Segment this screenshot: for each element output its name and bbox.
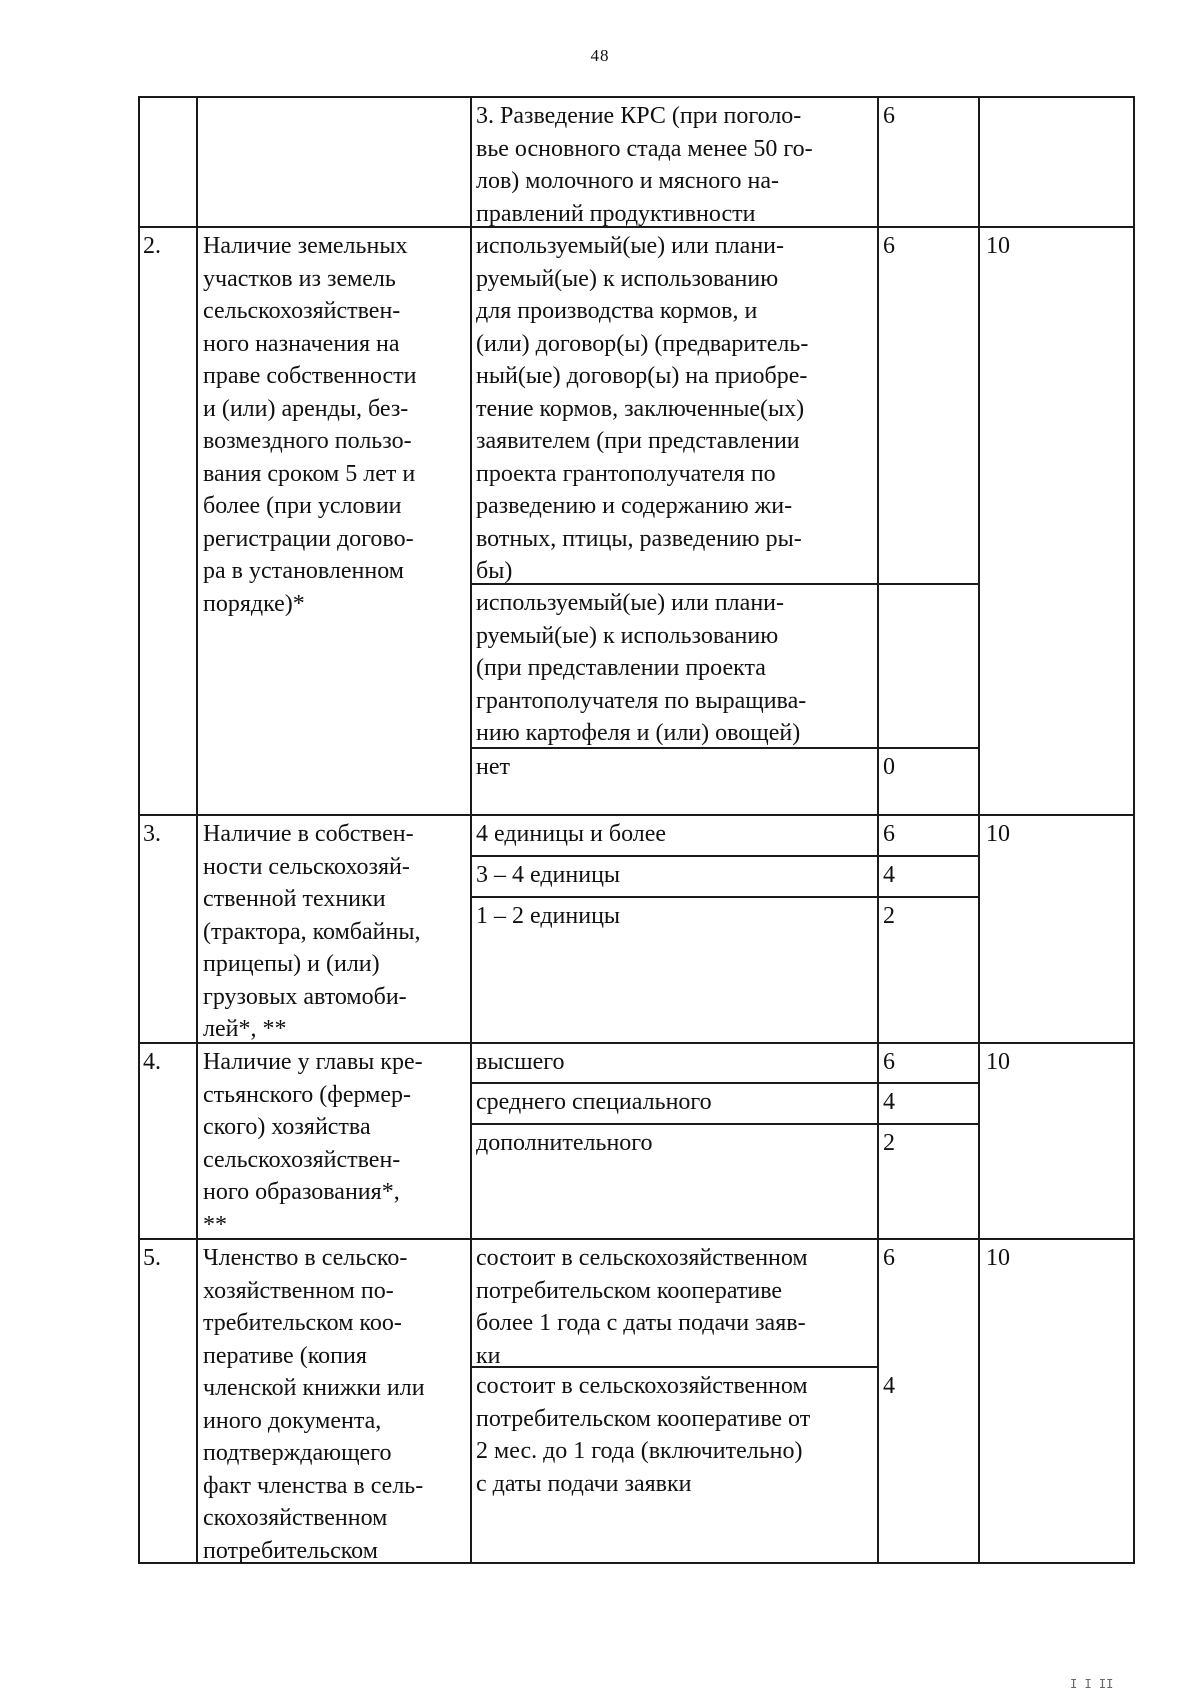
option-text: с даты подачи заявки [476, 1470, 692, 1497]
option-text: 3. Разведение КРС (при поголо- [476, 103, 802, 129]
option-divider [470, 1366, 879, 1368]
row-number: 3. [143, 821, 161, 847]
criterion-text: возмездного пользо- [203, 428, 412, 454]
criterion-text: регистрации догово- [203, 525, 414, 552]
option-divider [470, 1123, 980, 1125]
column-border [196, 96, 198, 1564]
criterion-text: (трактора, комбайны, [203, 918, 421, 945]
criterion-text: перативе (копия [203, 1342, 367, 1369]
column-border [1133, 96, 1135, 1564]
option-score: 6 [883, 103, 895, 129]
option-text: лов) молочного и мясного на- [476, 168, 779, 194]
row-border [138, 96, 1135, 98]
column-border [978, 96, 980, 1564]
criterion-text: прицепы) и (или) [203, 951, 380, 977]
option-divider [470, 896, 980, 898]
option-text: 2 мес. до 1 года (включительно) [476, 1438, 803, 1464]
criterion-text: лей*, ** [203, 1016, 287, 1042]
row-number: 2. [143, 233, 161, 259]
option-text: потребительском кооперативе [476, 1277, 783, 1304]
row-border [138, 1042, 1135, 1044]
option-text: состоит в сельскохозяйственном [476, 1245, 808, 1271]
option-score: 6 [883, 233, 895, 259]
option-divider [470, 855, 980, 857]
option-text: среднего специального [476, 1089, 712, 1115]
criterion-text: ра в установленном [203, 558, 404, 584]
option-text: вье основного стада менее 50 го- [476, 135, 813, 162]
criterion-text: подтверждающего [203, 1440, 392, 1466]
row-border [138, 814, 1135, 816]
option-text: вотных, птицы, разведению ры- [476, 525, 802, 552]
option-text: руемый(ые) к использованию [476, 265, 779, 292]
criterion-text: Наличие земельных [203, 233, 408, 259]
option-text: грантополучателя по выращива- [476, 687, 807, 714]
criterion-text: ного назначения на [203, 330, 400, 357]
option-text: используемый(ые) или плани- [476, 590, 784, 616]
option-text: ки [476, 1342, 501, 1369]
option-text: ный(ые) договор(ы) на приобре- [476, 363, 808, 389]
max-score: 10 [986, 821, 1010, 847]
option-score: 0 [883, 754, 895, 780]
footer-mark: I I II [1070, 1677, 1114, 1691]
criterion-text: грузовых автомоби- [203, 983, 407, 1010]
criterion-text: ** [203, 1211, 227, 1238]
option-text: нию картофеля и (или) овощей) [476, 720, 801, 746]
option-text: проекта грантополучателя по [476, 460, 776, 487]
criterion-text: хозяйственном по- [203, 1277, 394, 1304]
row-number: 5. [143, 1245, 161, 1271]
max-score: 10 [986, 1245, 1010, 1271]
column-border [877, 96, 879, 1564]
page-number: 48 [590, 46, 610, 65]
option-text: 3 – 4 единицы [476, 862, 621, 888]
criterion-text: вания сроком 5 лет и [203, 460, 416, 487]
option-text: используемый(ые) или плани- [476, 233, 784, 259]
criterion-text: сельскохозяйствен- [203, 298, 401, 324]
option-score: 4 [883, 1373, 895, 1399]
option-divider [470, 1082, 980, 1084]
criterion-text: Членство в сельско- [203, 1245, 408, 1271]
option-score: 2 [883, 903, 895, 929]
option-score: 2 [883, 1130, 895, 1156]
option-text: руемый(ые) к использованию [476, 622, 779, 649]
criterion-text: стьянского (фермер- [203, 1081, 411, 1108]
option-text: дополнительного [476, 1130, 653, 1156]
criterion-text: участков из земель [203, 265, 396, 292]
option-score: 4 [883, 1089, 895, 1115]
criterion-text: факт членства в сель- [203, 1472, 424, 1499]
option-text: для производства кормов, и [476, 298, 758, 324]
option-score: 6 [883, 1245, 895, 1271]
criterion-text: и (или) аренды, без- [203, 395, 409, 422]
criterion-text: потребительском [203, 1537, 378, 1564]
criterion-text: ного образования*, [203, 1179, 400, 1205]
criterion-text: Наличие в собствен- [203, 821, 414, 847]
option-text: более 1 года с даты подачи заяв- [476, 1310, 806, 1336]
criterion-text: Наличие у главы кре- [203, 1049, 423, 1075]
option-text: тение кормов, заключенные(ых) [476, 395, 805, 422]
option-text: правлений продуктивности [476, 200, 756, 227]
option-text: потребительском кооперативе от [476, 1405, 811, 1432]
option-text: (или) договор(ы) (предваритель- [476, 330, 809, 357]
criterion-text: сельскохозяйствен- [203, 1146, 401, 1173]
row-border [138, 1238, 1135, 1240]
max-score: 10 [986, 1049, 1010, 1075]
column-border [138, 96, 140, 1564]
criterion-text: порядке)* [203, 590, 305, 617]
criterion-text: скохозяйственном [203, 1505, 388, 1531]
option-text: нет [476, 754, 510, 780]
option-score: 6 [883, 821, 895, 847]
option-text: заявителем (при представлении [476, 428, 800, 454]
option-text: (при представлении проекта [476, 655, 766, 681]
option-text: 1 – 2 единицы [476, 903, 621, 929]
criterion-text: праве собственности [203, 363, 417, 389]
criterion-text: ности сельскохозяй- [203, 853, 410, 880]
row-number: 4. [143, 1049, 161, 1075]
criterion-text: требительском коо- [203, 1310, 402, 1336]
option-divider [470, 583, 980, 585]
option-text: 4 единицы и более [476, 821, 667, 847]
option-score: 4 [883, 862, 895, 888]
criterion-text: ского) хозяйства [203, 1114, 371, 1140]
criterion-text: членской книжки или [203, 1375, 425, 1401]
criterion-text: более (при условии [203, 493, 402, 519]
column-border [470, 96, 472, 1564]
criterion-text: ственной техники [203, 886, 386, 912]
max-score: 10 [986, 233, 1010, 259]
option-text: высшего [476, 1049, 565, 1075]
criterion-text: иного документа, [203, 1407, 382, 1434]
option-text: разведению и содержанию жи- [476, 493, 793, 519]
option-text: состоит в сельскохозяйственном [476, 1373, 808, 1399]
option-text: бы) [476, 558, 513, 584]
option-score: 6 [883, 1049, 895, 1075]
